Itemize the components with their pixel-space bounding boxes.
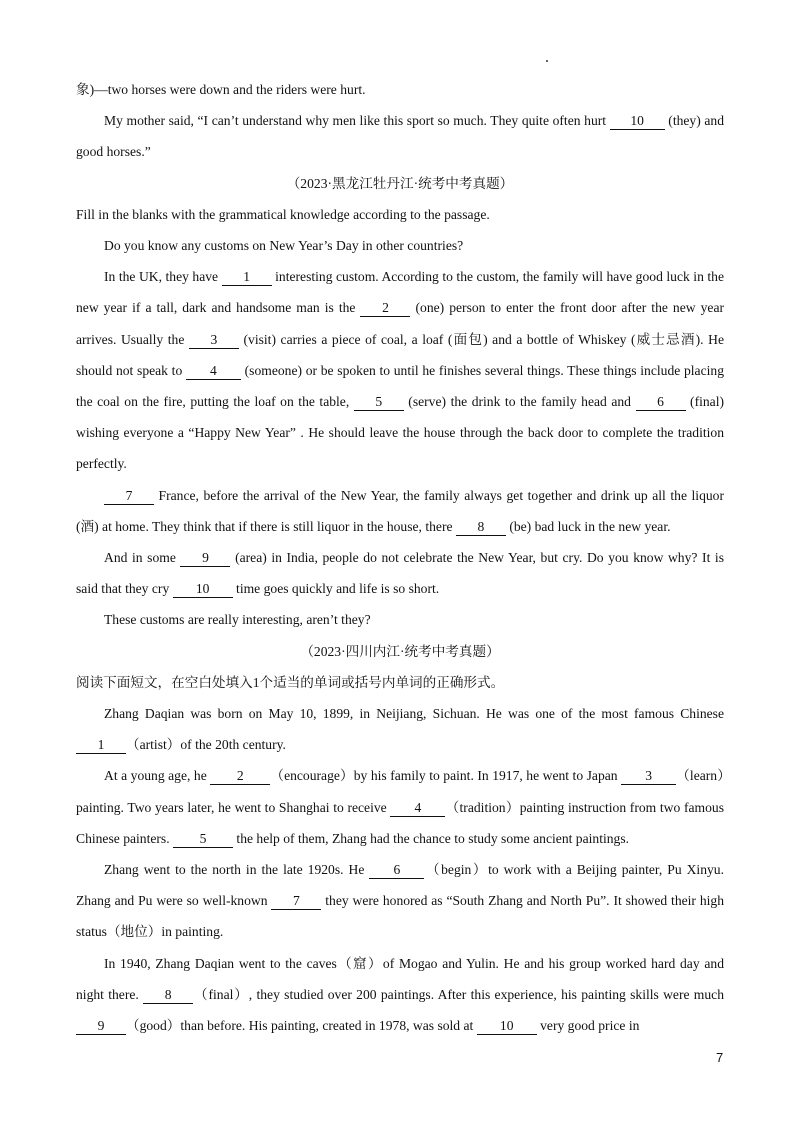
text: (be) bad luck in the new year. — [505, 518, 671, 534]
paragraph-uk — [76, 261, 724, 479]
blank-4[interactable]: 4 — [390, 800, 445, 817]
text: Do you know any customs on New Year’s Day in other countries? — [104, 238, 464, 254]
text: (final) wishing everyone a “Happy New Year” . He should leave the house through the back door to complete the tradition perfectly. — [76, 394, 725, 472]
paragraph-north — [76, 854, 724, 948]
text: the help of them, Zhang had the chance to study some ancient paintings. — [233, 830, 630, 846]
text: time goes quickly and life is so short. — [232, 581, 440, 597]
text: (someone) or be spoken to until he finishes several things. These things include placing the coal on the fire, putting the loaf on the table, — [76, 362, 724, 410]
blank-2[interactable]: 2 — [210, 768, 270, 785]
blank-8[interactable]: 8 — [143, 987, 193, 1004]
paragraph-caves — [76, 948, 724, 1042]
text: In 1940, Zhang Daqian went to the caves（窟）of Mogao and Yulin. He and his group worked hard day and night there. — [76, 955, 724, 1002]
text: (they) and good horses.” — [76, 113, 724, 160]
instruction-chinese: 阅读下面短文，在空白处填入1个适当的单词或括号内单词的正确形式。 — [76, 674, 505, 690]
source-heading-mudanjiang: （2023·黑龙江牡丹江·统考中考真题） — [286, 175, 514, 191]
text: （good）than before. His painting, created in 1978, was sold at — [126, 1018, 477, 1034]
paragraph-horses — [76, 74, 724, 105]
text: These customs are really interesting, aren’t they? — [104, 612, 371, 628]
paragraph-france — [76, 480, 724, 542]
blank-1[interactable]: 1 — [76, 737, 126, 754]
paragraph-question — [76, 230, 724, 261]
text: （artist）of the 20th century. — [126, 737, 286, 753]
page-number: 7 — [716, 1050, 724, 1065]
text: （begin）to work with a Beijing painter, Pu Xinyu. Zhang and Pu were so well-known — [76, 862, 725, 909]
text: interesting custom. According to the custom, the family will have good luck in the new year if a tall, dark and handsome man is the — [76, 269, 724, 316]
text: My mother said, “I can’t understand why men like this sport so much. They quite often hurt — [104, 113, 610, 129]
blank-7[interactable]: 7 — [271, 893, 321, 910]
blank-7[interactable]: 7 — [104, 488, 154, 505]
text: very good price in — [536, 1018, 640, 1034]
blank-10[interactable]: 10 — [610, 113, 665, 130]
text: France, before the arrival of the New Year, the family always get together and drink up all the liquor (酒) at home. They think that if there is still liquor in the house, there — [76, 487, 724, 534]
text: (visit) carries a piece of coal, a loaf (面包) and a bottle of Whiskey (威士忌酒). He should not speak to — [76, 331, 724, 378]
blank-10[interactable]: 10 — [477, 1018, 537, 1035]
paragraph-closing — [76, 604, 724, 635]
text: they were honored as “South Zhang and North Pu”. It showed their high status（地位）in painting. — [76, 893, 724, 940]
blank-5[interactable]: 5 — [173, 831, 233, 848]
blank-5[interactable]: 5 — [354, 394, 404, 411]
blank-4[interactable]: 4 — [186, 363, 241, 380]
text: 象)—two horses were down and the riders were hurt. — [76, 82, 366, 97]
text: (area) in India, people do not celebrate the New Year, but cry. Do you know why? It is said that they cry — [76, 550, 725, 597]
text: （final）, they studied over 200 paintings. After this experience, his painting skills were much — [193, 986, 725, 1002]
text: Zhang Daqian was born on May 10, 1899, in Neijiang, Sichuan. He was one of the most famous Chinese — [104, 706, 724, 722]
text: （encourage）by his family to paint. In 1917, he went to Japan — [270, 768, 622, 784]
blank-3[interactable]: 3 — [621, 768, 676, 785]
source-heading-neijiang: （2023·四川内江·统考中考真题） — [300, 643, 500, 659]
blank-9[interactable]: 9 — [180, 550, 230, 567]
text: (serve) the drink to the family head and — [403, 394, 636, 410]
text: Zhang went to the north in the late 1920s. He — [104, 862, 370, 878]
blank-6[interactable]: 6 — [636, 394, 686, 411]
text: At a young age, he — [104, 768, 211, 784]
paragraph-young-age — [76, 760, 724, 854]
text: In the UK, they have — [104, 269, 222, 285]
blank-6[interactable]: 6 — [369, 862, 424, 879]
text: (one) person to enter the front door after the new year arrives. Usually the — [76, 300, 724, 347]
blank-1[interactable]: 1 — [222, 269, 272, 286]
paragraph-india — [76, 542, 724, 604]
paragraph-zhang-born — [76, 698, 724, 760]
text: And in some — [104, 550, 181, 566]
text: （learn）painting. Two years later, he went to Shanghai to receive — [76, 768, 724, 815]
text: （tradition）painting instruction from two famous Chinese painters. — [76, 799, 724, 846]
page-content — [76, 74, 724, 1041]
blank-8[interactable]: 8 — [456, 519, 506, 536]
blank-3[interactable]: 3 — [189, 332, 239, 349]
paragraph-mother — [76, 105, 724, 167]
blank-10[interactable]: 10 — [173, 581, 233, 598]
top-dot-mark — [546, 60, 548, 62]
blank-2[interactable]: 2 — [360, 300, 410, 317]
blank-9[interactable]: 9 — [76, 1018, 126, 1035]
instruction-english: Fill in the blanks with the grammatical knowledge according to the passage. — [76, 206, 490, 222]
